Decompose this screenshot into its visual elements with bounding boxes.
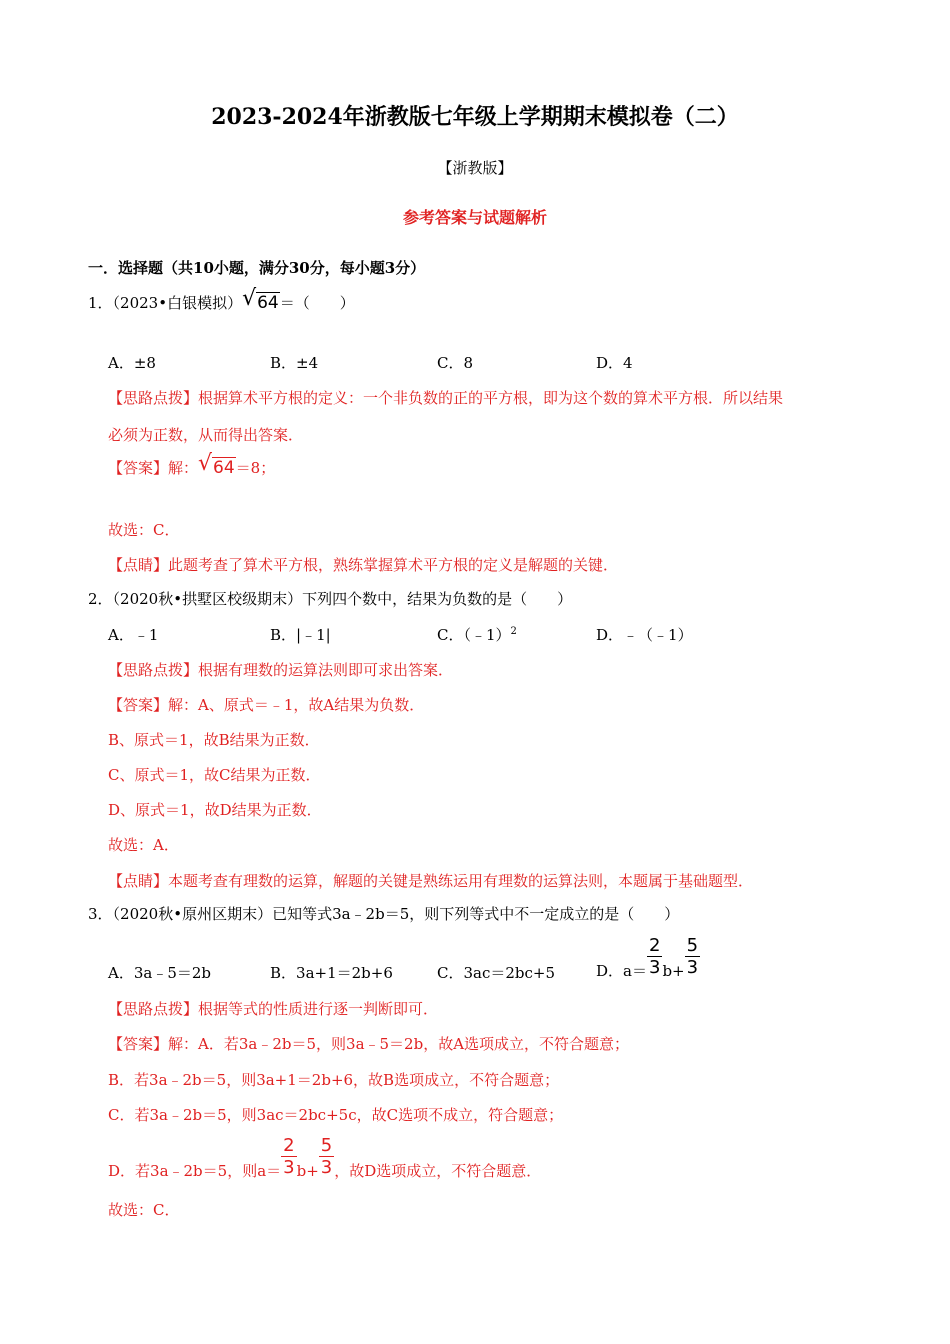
- answer-tag: 【答案】: [108, 1035, 169, 1053]
- q2-answer-line-3: C、原式＝1，故C结果为正数．: [108, 766, 321, 784]
- question-1-stem: 1．（2023•白银模拟） √ 64＝（ ）: [88, 290, 355, 316]
- q1-choice: 故选：C．: [108, 521, 180, 539]
- hint-tag: 【思路点拨】: [108, 1000, 199, 1018]
- q3-option-b: B．3a+1＝2b+6: [270, 964, 393, 982]
- q2-option-b: B．|﹣1|: [270, 626, 331, 644]
- q2-option-c: C．（﹣1）$^2$: [437, 626, 517, 644]
- answer-tag: 【答案】: [108, 459, 169, 477]
- q3-option-d: D．a＝ $\frac{2}{3}$ b+ $\frac{5}{3}$: [596, 935, 699, 980]
- q2-review: 【点睛】本题考查有理数的运算，解题的关键是熟练运用有理数的运算法则，本题属于基础题型．: [108, 872, 754, 890]
- q2-hint: 【思路点拨】根据有理数的运算法则即可求出答案．: [108, 661, 454, 679]
- q3-option-a: A．3a﹣5＝2b: [108, 964, 212, 982]
- q1-option-c: C．8: [437, 354, 474, 372]
- q2-answer-line-1: 【答案】解：A、原式＝﹣1，故A结果为负数．: [108, 696, 425, 714]
- q1-option-d: D．4: [596, 354, 633, 372]
- q1-hint-continued: 必须为正数，从而得出答案．: [108, 426, 304, 444]
- hint-tag: 【思路点拨】: [108, 389, 199, 407]
- section-heading: 一．选择题（共10小题，满分30分，每小题3分）: [88, 259, 426, 277]
- sqrt-expression: √ 64: [242, 286, 279, 313]
- fraction: $\frac{2}{3}$: [648, 935, 661, 978]
- q2-answer-line-2: B、原式＝1，故B结果为正数．: [108, 731, 320, 749]
- edition-label: 【浙教版】: [437, 159, 513, 177]
- sqrt-expression: √ 64: [198, 451, 235, 478]
- q2-answer-line-4: D、原式＝1，故D结果为正数．: [108, 801, 322, 819]
- question-number: 2．: [88, 590, 113, 608]
- question-number: 3．: [88, 905, 113, 923]
- q3-answer-line-1: 【答案】解：A．若3a﹣2b＝5，则3a﹣5＝2b，故A选项成立，不符合题意；: [108, 1035, 630, 1053]
- q3-option-c: C．3ac＝2bc+5: [437, 964, 556, 982]
- q1-answer: 【答案】解： √ 64＝8；: [108, 455, 275, 481]
- q1-option-a: A．±8: [108, 354, 156, 372]
- q1-review: 【点睛】此题考查了算术平方根，熟练掌握算术平方根的定义是解题的关键．: [108, 556, 619, 574]
- hint-tag: 【思路点拨】: [108, 661, 199, 679]
- q3-answer-line-2: B．若3a﹣2b＝5，则3a+1＝2b+6，故B选项成立，不符合题意；: [108, 1071, 560, 1089]
- question-source: （2023•白银模拟）: [112, 294, 243, 312]
- review-tag: 【点睛】: [108, 872, 169, 890]
- q3-answer-line-3: C．若3a﹣2b＝5，则3ac＝2bc+5c，故C选项不成立，符合题意；: [108, 1106, 564, 1124]
- q3-hint: 【思路点拨】根据等式的性质进行逐一判断即可．: [108, 1000, 439, 1018]
- fraction: $\frac{2}{3}$: [283, 1135, 295, 1178]
- q1-hint: 【思路点拨】根据算术平方根的定义：一个非负数的正的平方根，即为这个数的算术平方根．所以结果: [108, 389, 784, 407]
- q3-answer-line-4: D．若3a﹣2b＝5，则a＝ $\frac{2}{3}$ b+ $\frac{5}{3}$ ，故D选项成立，不符合题意．: [108, 1135, 542, 1180]
- question-2-stem: 2．（2020秋•拱墅区校级期末）下列四个数中，结果为负数的是（ ）: [88, 590, 573, 608]
- fraction: $\frac{5}{3}$: [686, 935, 699, 978]
- q3-choice: 故选：C．: [108, 1201, 180, 1219]
- document-title: 2023-2024年浙教版七年级上学期期末模拟卷（二）: [211, 104, 739, 130]
- q1-option-b: B．±4: [270, 354, 319, 372]
- answer-tag: 【答案】: [108, 696, 169, 714]
- fraction: $\frac{5}{3}$: [320, 1135, 333, 1178]
- q2-option-d: D．﹣（﹣1）: [596, 626, 693, 644]
- q2-option-a: A．﹣1: [108, 626, 159, 644]
- question-number: 1．: [88, 294, 113, 312]
- answers-heading: 参考答案与试题解析: [402, 208, 547, 227]
- q2-choice: 故选：A．: [108, 836, 179, 854]
- question-3-stem: 3．（2020秋•原州区期末）已知等式3a﹣2b＝5，则下列等式中不一定成立的是（ ）: [88, 905, 680, 923]
- review-tag: 【点睛】: [108, 556, 169, 574]
